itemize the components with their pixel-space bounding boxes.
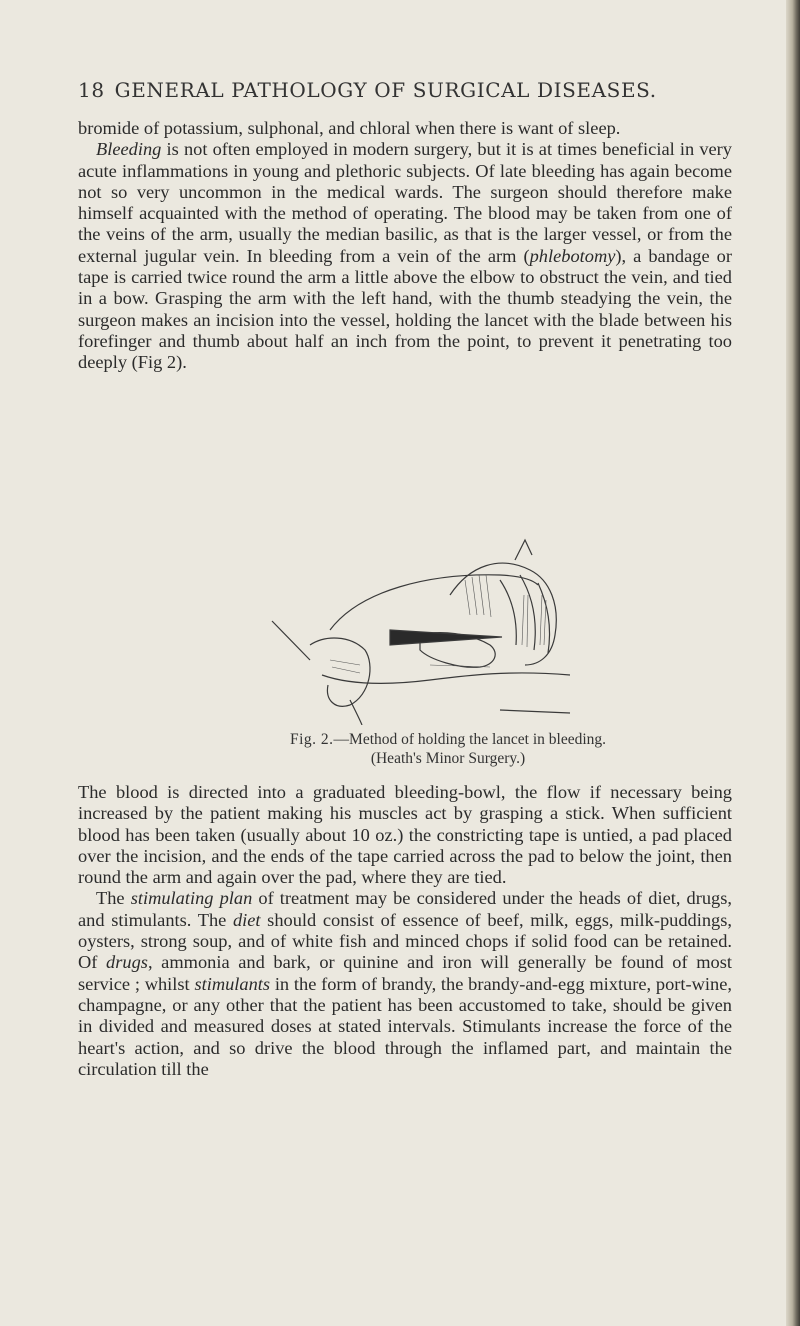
figure-caption-text: —Method of holding the lancet in bleeding. <box>333 731 607 748</box>
bleeding-text-2: ), a bandage or tape is carried twice round the arm a little above the elbow to obstruct the vein, and tied in a bow. Grasping the arm with the left hand, with the thumb steadying the vein, the surgeon makes an incision into the vessel, holding the lancet with the blade between his forefinger and thumb about half an inch from the point, to prevent it penetrating too deeply (Fig 2). <box>78 245 732 373</box>
bleeding-text-1: is not often employed in modern surgery, but it is at times beneficial in very acute inflammations in young and plethoric subjects. Of late bleeding has again become not so very uncommon in the medical wards. The surgeon should therefore make himself acquainted with the method of operating. The blood may be taken from one of the veins of the arm, usually the median basilic, as that is the larger vessel, or from the external jugular vein. In bleeding from a vein of the arm ( <box>78 139 732 266</box>
bleeding-heading: Bleeding <box>96 139 162 160</box>
figure-source: (Heath's Minor Surgery.) <box>370 750 526 767</box>
phlebotomy-term: phlebotomy <box>529 245 616 266</box>
drugs-term: drugs <box>106 952 148 973</box>
figure-caption <box>218 731 678 749</box>
paragraph-sleep: bromide of potassium, sulphonal, and chloral when there is want of sleep. <box>78 118 621 138</box>
paragraph-bleeding <box>78 139 732 373</box>
running-header <box>78 78 657 102</box>
page-number: 18 <box>78 78 105 102</box>
page-edge <box>786 0 800 1326</box>
stimulants-term: stimulants <box>194 973 271 994</box>
plan-text-1: of treatment may be considered under the heads of diet, drugs, and stimulants. The <box>78 888 733 930</box>
diet-term: diet <box>232 909 261 930</box>
plan-text-2: should consist of essence of beef, milk, eggs, milk-puddings, oysters, strong soup, and of white fish and minced chops if solid food can be retained. Of <box>78 909 732 973</box>
plan-text-4: in the form of brandy, the brandy-and-egg mixture, port-wine, champagne, or any other that the patient has been accustomed to take, should be given in divided and measured doses at stated intervals. Stimulants increase the force of the heart's action, and so drive the blood through the inflamed part, and maintain the circulation till the <box>78 973 732 1079</box>
running-title: GENERAL PATHOLOGY OF SURGICAL DISEASES. <box>114 78 657 102</box>
stimulating-plan-term: stimulating plan <box>130 888 253 909</box>
paragraph-bleeding-bowl: The blood is directed into a graduated bleeding-bowl, the flow if necessary being increased by the patient making his muscles act by grasping a stick. When sufficient blood has been taken (usually about 10 oz.) the constricting tape is untied, a pad placed over the incision, and the ends of the tape carried across the pad to below the joint, then round the arm and again over the pad, where they are tied. <box>78 782 732 888</box>
figure-label: Fig. 2. <box>289 731 334 748</box>
plan-text-0: The <box>96 888 131 909</box>
lancet-illustration <box>270 535 610 725</box>
body-text-top <box>78 118 732 374</box>
body-text-bottom <box>78 782 732 1080</box>
plan-text-3: , ammonia and bark, or quinine and iron will generally be found of most service ; whilst <box>78 952 732 994</box>
paragraph-stimulating-plan <box>78 888 732 1080</box>
